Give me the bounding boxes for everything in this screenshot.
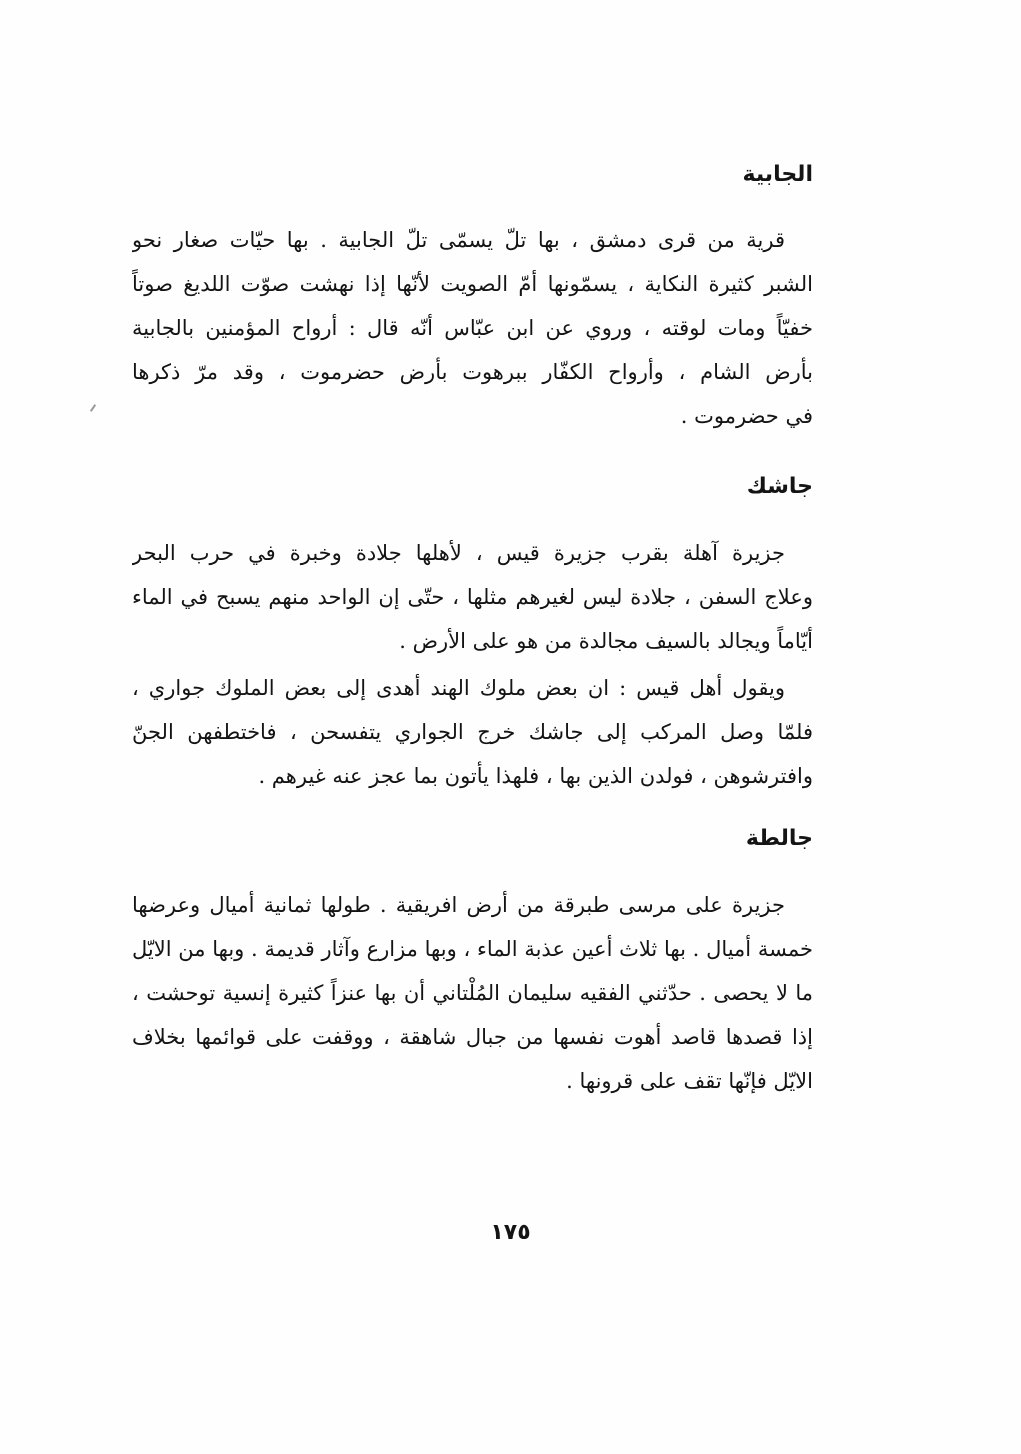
text-line: فلمّا وصل المركب إلى جاشك خرج الجواري يتفسحن ، فاختطفهن الجنّ <box>132 720 813 744</box>
text-line: ويقول أهل قيس : ان بعض ملوك الهند أهدى إلى بعض الملوك جواري ، <box>132 676 785 700</box>
entry-paragraph <box>132 531 813 663</box>
scan-speck <box>90 404 96 412</box>
text-line: أيّاماً ويجالد بالسيف مجالدة من هو على الأرض . <box>399 629 813 653</box>
entry-heading-jabiya: الجابية <box>742 162 813 187</box>
text-line: جزيرة على مرسى طبرقة من أرض افريقية . طولها ثمانية أميال وعرضها <box>132 893 785 917</box>
entry-heading-jashk: جاشك <box>746 474 813 499</box>
text-line: الشبر كثيرة النكاية ، يسمّونها أمّ الصويت لأنّها إذا نهشت صوّت اللديغ صوتاً <box>132 272 813 296</box>
text-line: الايّل فإنّها تقف على قرونها . <box>566 1069 813 1093</box>
page-number: ١٧٥ <box>490 1220 531 1245</box>
entry-paragraph <box>132 666 813 798</box>
text-line: وافترشوهن ، فولدن الذين بها ، فلهذا يأتون بما عجز عنه غيرهم . <box>258 764 813 788</box>
text-line: جزيرة آهلة بقرب جزيرة قيس ، لأهلها جلادة وخبرة في حرب البحر <box>132 541 785 565</box>
text-line: وعلاج السفن ، جلادة ليس لغيرهم مثلها ، حتّى إن الواحد منهم يسبح في الماء <box>132 585 813 609</box>
entry-paragraph <box>132 218 813 438</box>
text-line: خفيّاً ومات لوقته ، وروي عن ابن عبّاس أنّه قال : أرواح المؤمنين بالجابية <box>132 316 813 340</box>
text-line: في حضرموت . <box>680 404 813 428</box>
text-line: ما لا يحصى . حدّثني الفقيه سليمان المُلْتاني أن بها عنزاً كثيرة إنسية توحشت ، <box>132 981 813 1005</box>
text-line: إذا قصدها قاصد أهوت نفسها من جبال شاهقة ، ووقفت على قوائمها بخلاف <box>132 1025 813 1049</box>
entry-heading-jalita: جالطة <box>745 826 813 851</box>
text-line: قرية من قرى دمشق ، بها تلّ يسمّى تلّ الجابية . بها حيّات صغار نحو <box>132 228 785 252</box>
text-line: بأرض الشام ، وأرواح الكفّار ببرهوت بأرض حضرموت ، وقد مرّ ذكرها <box>132 360 813 384</box>
entry-paragraph <box>132 883 813 1103</box>
text-line: خمسة أميال . بها ثلاث أعين عذبة الماء ، وبها مزارع وآثار قديمة . وبها من الايّل <box>132 937 813 961</box>
